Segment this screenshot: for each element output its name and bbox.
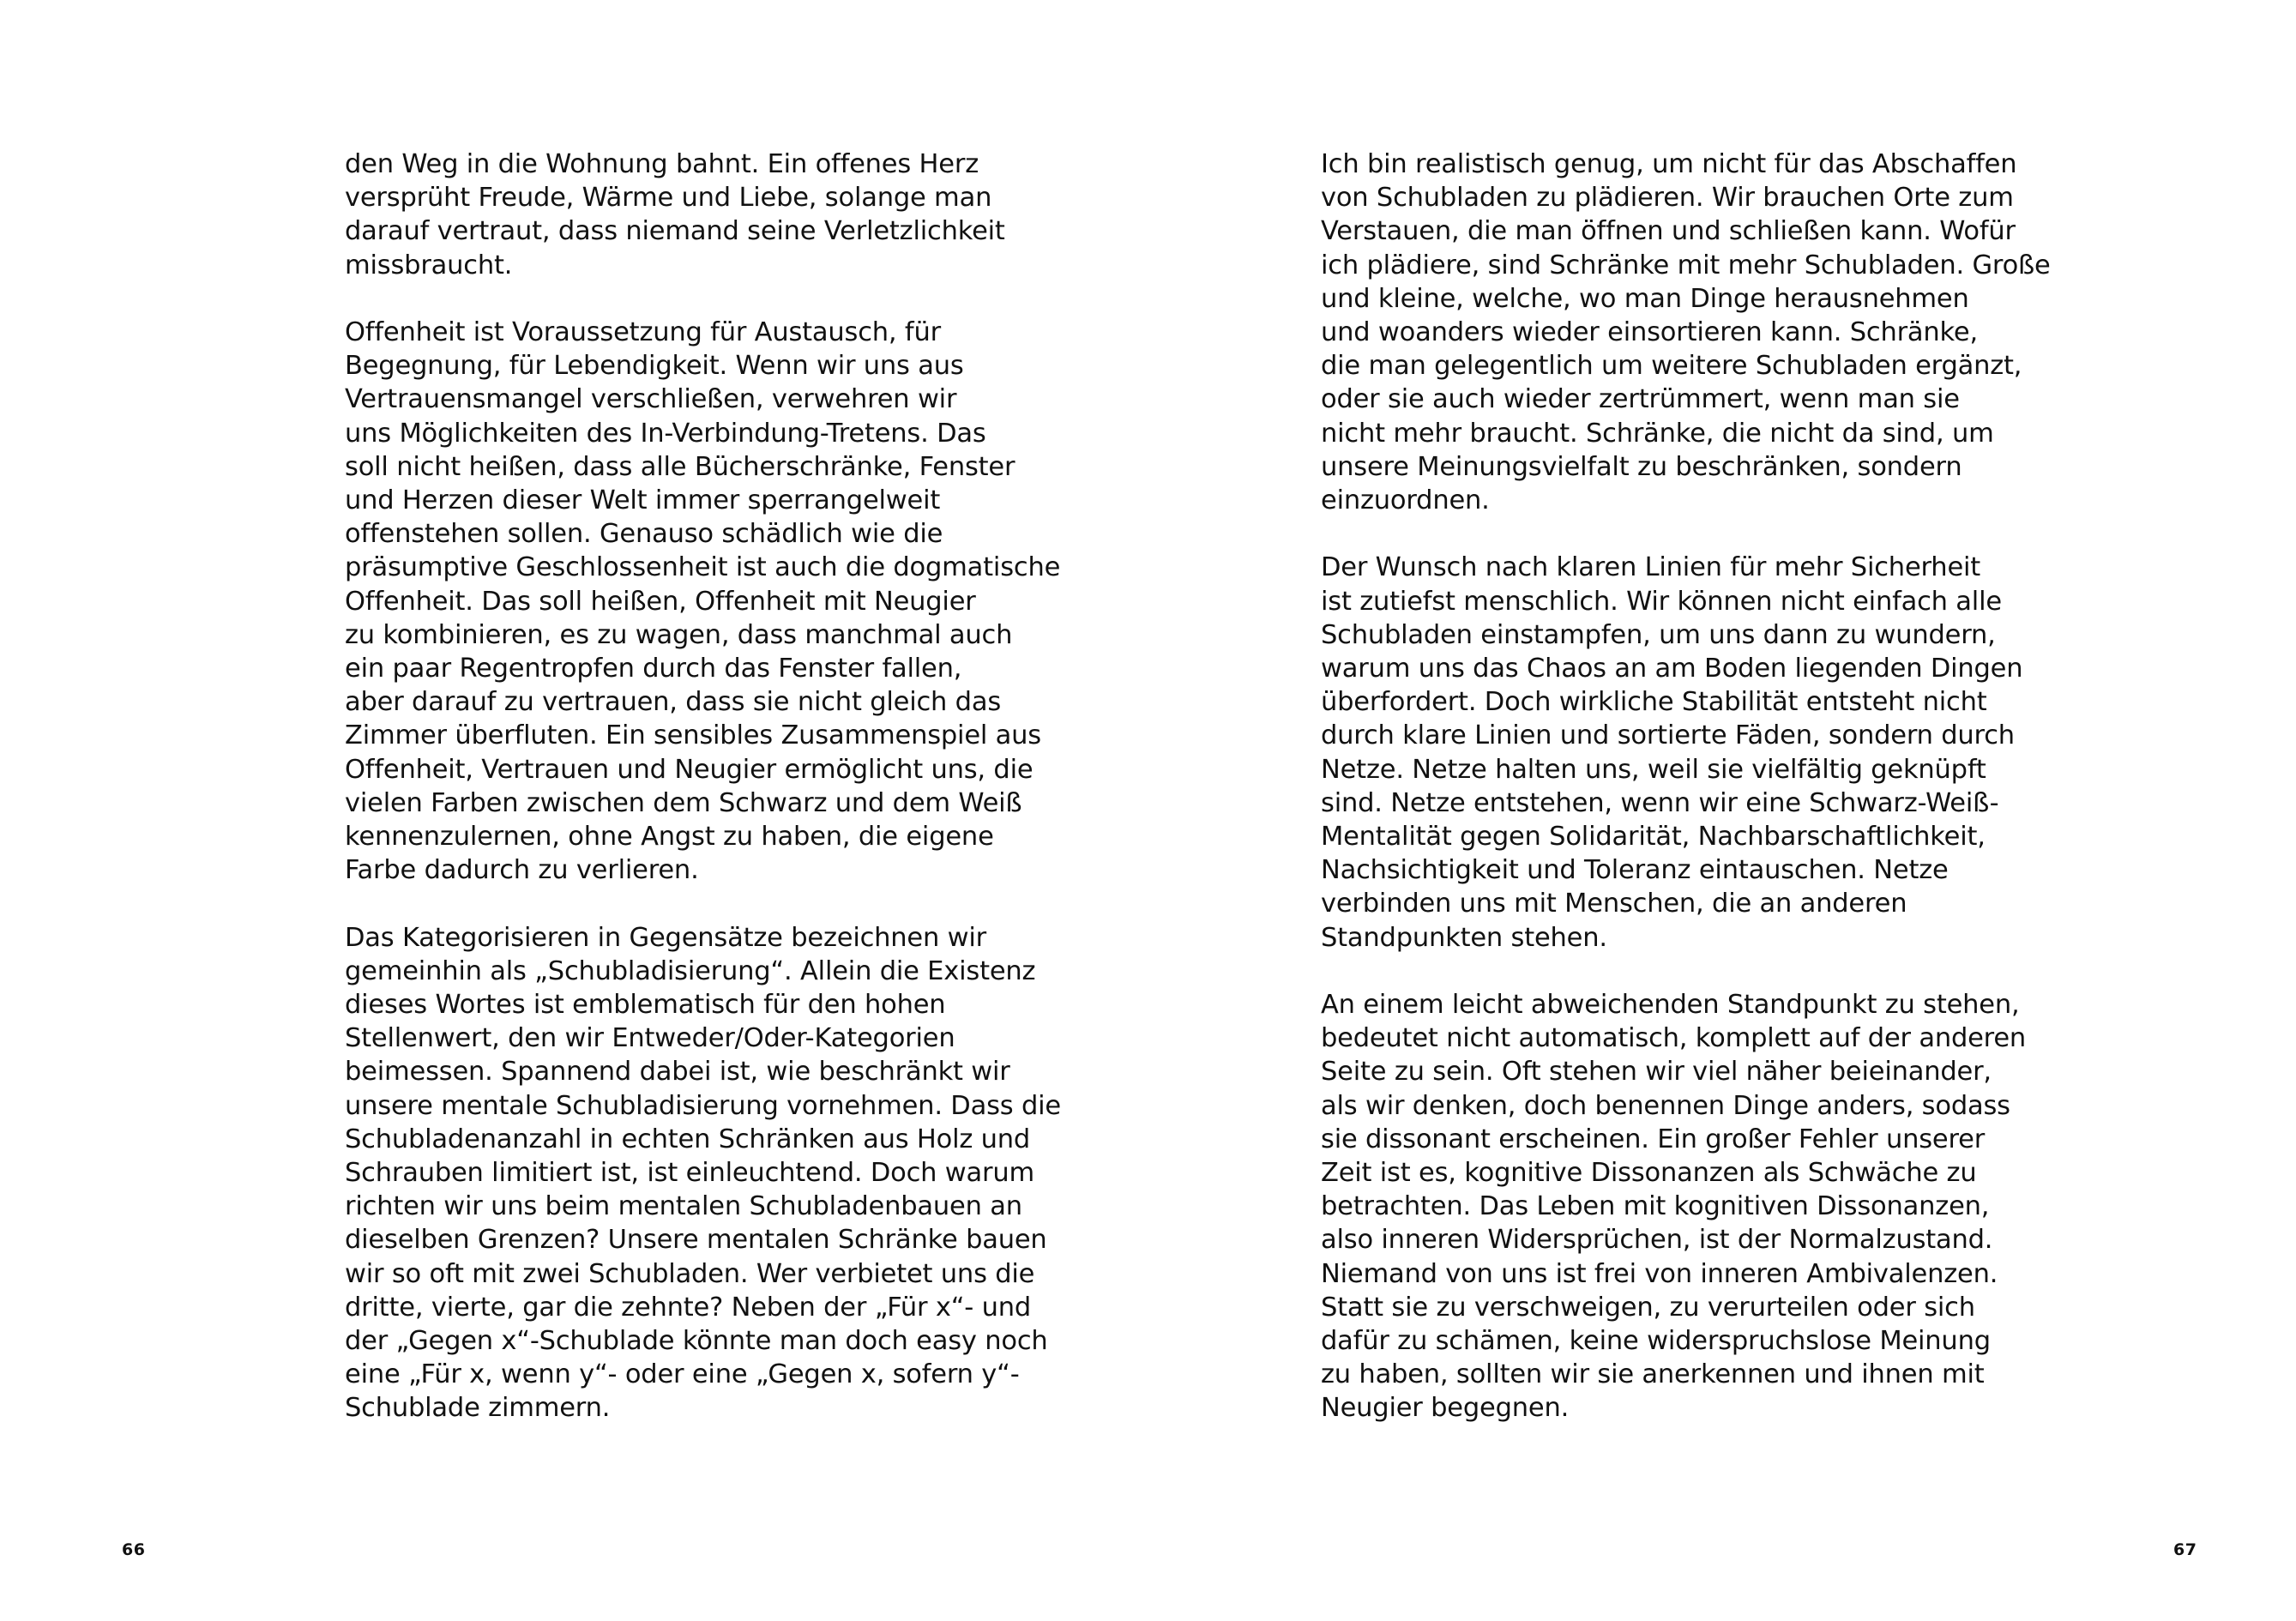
right-page [1148,0,2295,1621]
text-line: uns Möglichkeiten des In-Verbindung-Tretens. Das [345,418,986,449]
text-line: unsere Meinungsvielfalt zu beschränken, sondern [1321,451,1962,482]
text-line: Vertrauensmangel verschließen, verwehren wir [345,384,957,415]
text-line: den Weg in die Wohnung bahnt. Ein offenes Herz [345,149,979,179]
text-line: Statt sie zu verschweigen, zu verurteilen oder sich [1321,1292,1975,1323]
text-line: versprüht Freude, Wärme und Liebe, solange man [345,183,992,214]
text-line: Farbe dadurch zu verlieren. [345,855,699,886]
text-line: eine „Für x, wenn y“- oder eine „Gegen x, sofern y“- [345,1359,1020,1390]
text-line: soll nicht heißen, dass alle Bücherschränke, Fenster [345,451,1015,482]
page-number-right: 67 [2173,1540,2197,1559]
text-line: Nachsichtigkeit und Toleranz eintauschen. Netze [1321,855,1949,886]
text-line: Schubladen einstampfen, um uns dann zu wundern, [1321,619,1996,650]
text-line: dieselben Grenzen? Unsere mentalen Schränke bauen [345,1225,1047,1256]
text-line: vielen Farben zwischen dem Schwarz und dem Weiß [345,787,1022,818]
text-line: wir so oft mit zwei Schubladen. Wer verbietet uns die [345,1258,1035,1289]
text-line: ich plädiere, sind Schränke mit mehr Schubladen. Große [1321,250,2051,280]
page-number-left: 66 [122,1540,146,1559]
text-line: durch klare Linien und sortierte Fäden, sondern durch [1321,720,2015,751]
text-line: aber darauf zu vertrauen, dass sie nicht gleich das [345,687,1002,718]
text-line: warum uns das Chaos an am Boden liegenden Dingen [1321,654,2023,684]
text-line: Der Wunsch nach klaren Linien für mehr Sicherheit [1321,552,1981,583]
text-line: und kleine, welche, wo man Dinge herausnehmen [1321,283,1969,314]
text-line: präsumptive Geschlossenheit ist auch die dogmatische [345,552,1061,583]
text-line: An einem leicht abweichenden Standpunkt zu stehen, [1321,990,2020,1021]
text-line: zu kombinieren, es zu wagen, dass manchmal auch [345,619,1013,650]
text-line: Stellenwert, den wir Entweder/Oder-Kategorien [345,1023,955,1054]
text-line: und Herzen dieser Welt immer sperrangelweit [345,485,941,516]
text-line: darauf vertraut, dass niemand seine Verletzlichkeit [345,216,1005,247]
text-line: Mentalität gegen Solidarität, Nachbarschaftlichkeit, [1321,822,1986,853]
text-line: Begegnung, für Lebendigkeit. Wenn wir uns aus [345,351,964,382]
text-line: Schublade zimmern. [345,1393,611,1424]
text-line: missbraucht. [345,250,513,280]
left-paragraph-1 [345,148,1040,282]
text-line: Offenheit ist Voraussetzung für Austausch, für [345,317,941,347]
text-line: von Schubladen zu plädieren. Wir brauchen Orte zum [1321,183,2014,214]
text-line: Schrauben limitiert ist, ist einleuchtend. Doch warum [345,1158,1035,1189]
text-line: einzuordnen. [1321,485,1490,516]
text-line: oder sie auch wieder zertrümmert, wenn man sie [1321,384,1960,415]
text-line: gemeinhin als „Schubladisierung“. Allein die Existenz [345,955,1036,986]
text-line: Zimmer überfluten. Ein sensibles Zusammenspiel aus [345,720,1041,751]
text-line: beimessen. Spannend dabei ist, wie beschränkt wir [345,1057,1010,1088]
text-line: verbinden uns mit Menschen, die an anderen [1321,889,1907,919]
right-paragraph-1 [1321,148,2051,517]
text-line: Schubladenanzahl in echten Schränken aus Holz und [345,1124,1031,1154]
text-line: Offenheit, Vertrauen und Neugier ermöglicht uns, die [345,754,1034,785]
text-line: dritte, vierte, gar die zehnte? Neben der „Für x“- und [345,1292,1032,1323]
left-page-text [345,148,1061,1459]
text-line: Neugier begegnen. [1321,1393,1570,1424]
text-line: Seite zu sein. Oft stehen wir viel näher beieinander, [1321,1057,1992,1088]
text-line: Ich bin realistisch genug, um nicht für das Abschaffen [1321,149,2017,179]
text-line: also inneren Widersprüchen, ist der Normalzustand. [1321,1225,1993,1256]
text-line: Offenheit. Das soll heißen, Offenheit mit Neugier [345,586,976,617]
text-line: bedeutet nicht automatisch, komplett auf der anderen [1321,1023,2027,1054]
text-line: unsere mentale Schubladisierung vornehmen. Dass die [345,1090,1061,1121]
text-line: kennenzulernen, ohne Angst zu haben, die eigene [345,822,994,853]
text-line: Verstauen, die man öffnen und schließen kann. Wofür [1321,216,2016,247]
text-line: sie dissonant erscheinen. Ein großer Fehler unserer [1321,1124,1986,1154]
text-line: als wir denken, doch benennen Dinge anders, sodass [1321,1090,2010,1121]
text-line: sind. Netze entstehen, wenn wir eine Schwarz-Weiß- [1321,787,1999,818]
text-line: betrachten. Das Leben mit kognitiven Dissonanzen, [1321,1191,1990,1222]
left-paragraph-3 [345,921,1061,1425]
text-line: Niemand von uns ist frei von inneren Ambivalenzen. [1321,1258,1998,1289]
text-line: dieses Wortes ist emblematisch für den hohen [345,990,946,1021]
text-line: zu haben, sollten wir sie anerkennen und ihnen mit [1321,1359,1985,1390]
text-line: offenstehen sollen. Genauso schädlich wie die [345,519,943,550]
right-page-text [1321,148,2051,1459]
text-line: Netze. Netze halten uns, weil sie vielfältig geknüpft [1321,754,1986,785]
text-line: Standpunkten stehen. [1321,922,1607,953]
text-line: Das Kategorisieren in Gegensätze bezeichnen wir [345,922,986,953]
text-line: der „Gegen x“-Schublade könnte man doch easy noch [345,1326,1048,1357]
right-paragraph-2 [1321,551,2023,954]
text-line: überfordert. Doch wirkliche Stabilität entsteht nicht [1321,687,1987,718]
left-paragraph-2 [345,316,1061,887]
text-line: dafür zu schämen, keine widerspruchslose Meinung [1321,1326,1991,1357]
text-line: richten wir uns beim mentalen Schubladenbauen an [345,1191,1022,1222]
text-line: Zeit ist es, kognitive Dissonanzen als Schwäche zu [1321,1158,1977,1189]
text-line: nicht mehr braucht. Schränke, die nicht da sind, um [1321,418,1994,449]
text-line: die man gelegentlich um weitere Schubladen ergänzt, [1321,351,2022,382]
text-line: und woanders wieder einsortieren kann. Schränke, [1321,317,1978,348]
right-paragraph-3 [1321,988,2027,1425]
text-line: ein paar Regentropfen durch das Fenster fallen, [345,654,962,684]
text-line: ist zutiefst menschlich. Wir können nicht einfach alle [1321,586,2002,617]
